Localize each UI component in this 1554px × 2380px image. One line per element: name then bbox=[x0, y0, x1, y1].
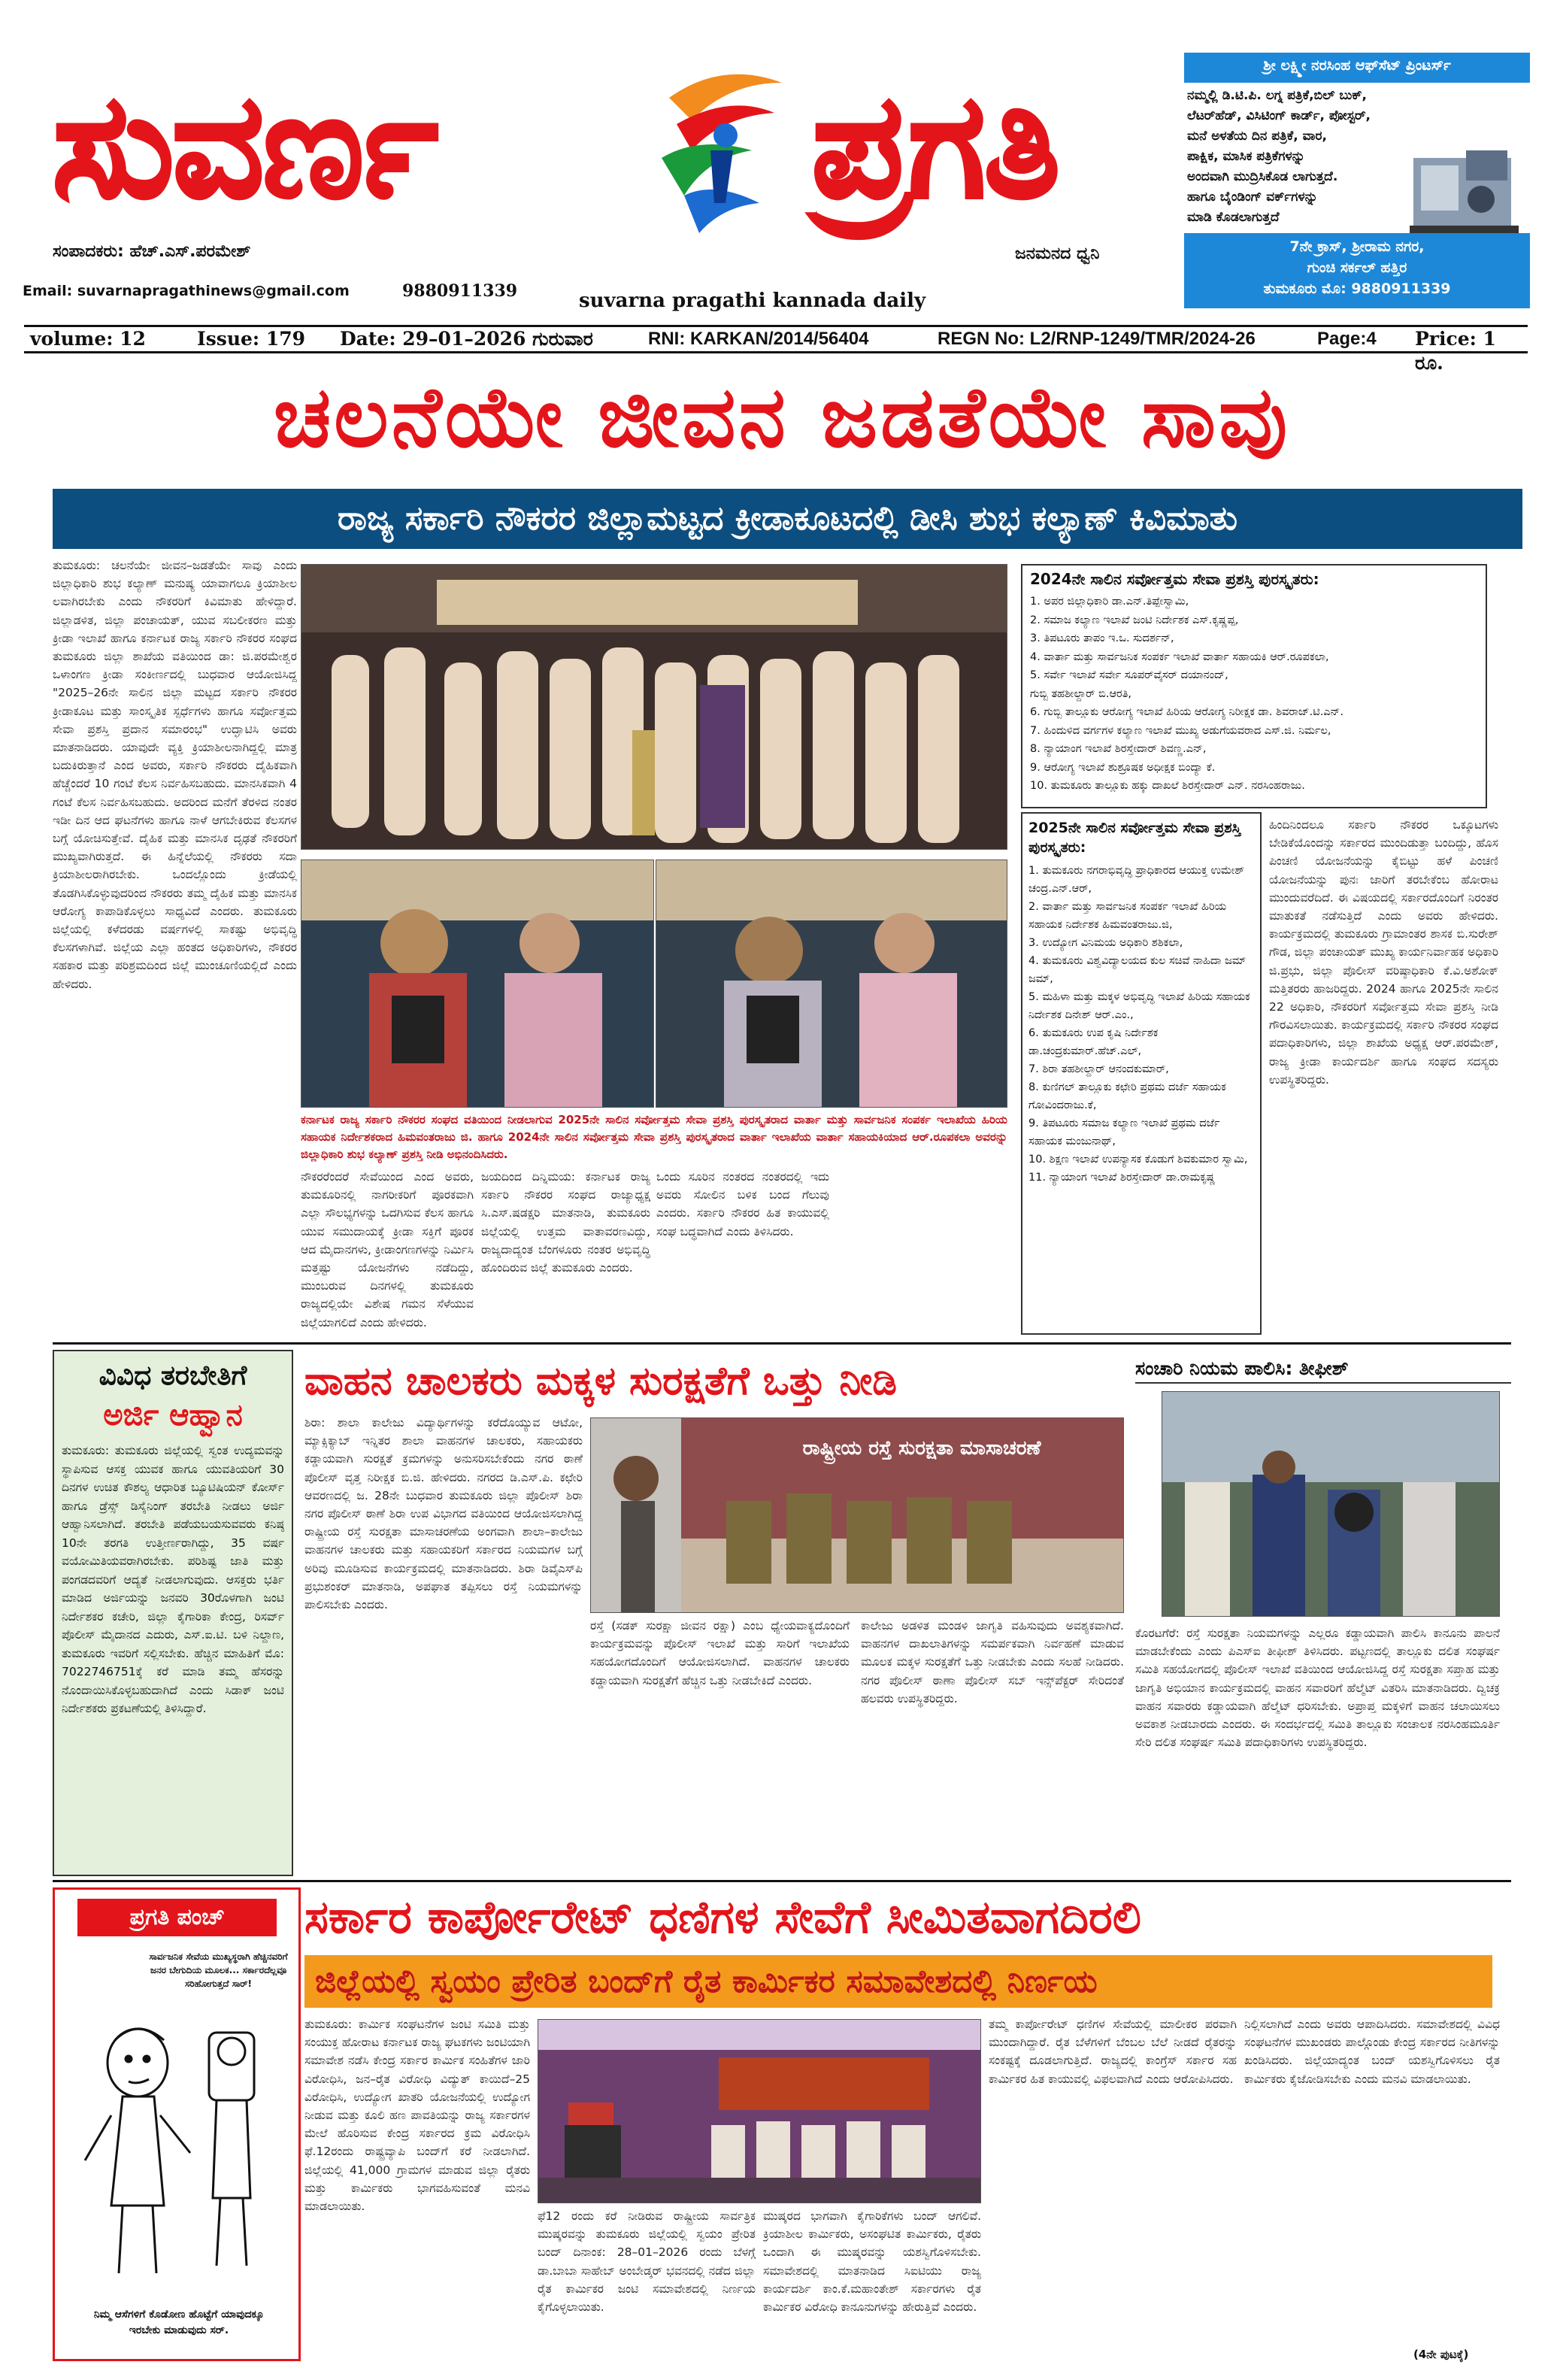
lead-body-col1: ತುಮಕೂರು: ಚಲನೆಯೇ ಜೀವನ–ಜಡತೆಯೇ ಸಾವು ಎಂದು ಜಿಲ್ಲಾಧಿಕಾರಿ ಶುಭ ಕಲ್ಯಾಣ್ ಮನುಷ್ಯ ಯಾವಾಗಲೂ ಕ್ರಿಯಾಶೀಲ ಲವಾಗಿರಬೇಕು ಎಂದು ನೌಕರರಿಗೆ ಕಿವಿಮಾತು ಹೇಳಿದ್ದಾರೆ. ಜಿಲ್ಲಾಡಳಿತ, ಜಿಲ್ಲಾ ಪಂಚಾಯತ್, ಯುವ ಸಬಲೀಕರಣ ಮತ್ತು ಕ್ರೀಡಾ ಇಲಾಖೆ ಹಾಗೂ ಕರ್ನಾಟಕ ರಾಜ್ಯ ಸರ್ಕಾರಿ ನೌಕರರ ಸಂಘದ ತುಮಕೂರು ಜಿಲ್ಲಾ ಶಾಖೆಯ ವತಿಯಿಂದ ಡಾ: ಜಿ.ಪರಮೇಶ್ವರ ಒಳಾಂಗಣ ಕ್ರೀಡಾ ಸಂಕೀರ್ಣದಲ್ಲಿ ಬುಧವಾರ ಆಯೋಜಿಸಿದ್ದ "2025–26ನೇ ಸಾಲಿನ ಜಿಲ್ಲಾ ಮಟ್ಟದ ಸರ್ಕಾರಿ ನೌಕರರ ಕ್ರೀಡಾಕೂಟ ಮತ್ತು ಸಾಂಸ್ಕೃತಿಕ ಸ್ಪರ್ಧೆಗಳು ಹಾಗೂ ಸರ್ವೋತ್ತಮ ಸೇವಾ ಪ್ರಶಸ್ತಿ ಪ್ರದಾನ ಸಮಾರಂಭ" ಉದ್ಘಾಟಿಸಿ ಅವರು ಮಾತನಾಡಿದರು. ಯಾವುದೇ ವ್ಯಕ್ತಿ ಕ್ರಿಯಾಶೀಲನಾಗಿದ್ದಲ್ಲಿ ಮಾತ್ರ ಬದುಕಿರುತ್ತಾನೆ ಎಂದ ಅವರು, ಸರ್ಕಾರಿ ನೌಕರರು ದೈಹಿಕವಾಗಿ ಹೆಚ್ಚೆಂದರೆ 10 ಗಂಟೆ ಕೆಲಸ ನಿರ್ವಹಿಸಬಹುದು. ಮಾನಸಿಕವಾಗಿ 4 ಗಂಟೆ ಕೆಲಸ ನಿರ್ವಹಿಸಬಹುದು. ಅದರಿಂದ ಮನೆಗೆ ತೆರಳಿದ ನಂತರ ಇಡೀ ದಿನ ಆದ ಘಟನೆಗಳು ಹಾಗೂ ನಾಳೆ ಆಗಬೇಕಿರುವ ಕೆಲಸಗಳ ಬಗ್ಗೆ ಯೋಚಿಸುತ್ತೇವೆ. ದೈಹಿಕ ಮತ್ತು ಮಾನಸಿಕ ದೃಢತೆ ನೌಕರರಿಗೆ ಮುಖ್ಯವಾಗಿರುತ್ತದೆ. ಈ ಹಿನ್ನೆಲೆಯಲ್ಲಿ ನೌಕರರು ಸದಾ ಕ್ರಿಯಾಶೀಲರಾಗಿರಬೇಕು. ಒಂದಲ್ಲೊಂದು ಕ್ರೀಡೆಯಲ್ಲಿ ತೊಡಗಿಸಿಕೊಳ್ಳುವುದರಿಂದ ನೌಕರರು ತಮ್ಮ ದೈಹಿಕ ಮತ್ತು ಮಾನಸಿಕ ಆರೋಗ್ಯ ಕಾಪಾಡಿಕೊಳ್ಳಲು ಸಾಧ್ಯವಿದೆ ಎಂದರು. ತುಮಕೂರು ಜಿಲ್ಲೆಯಲ್ಲಿ ಕಳೆದರಡು ವರ್ಷಗಳಲ್ಲಿ ಸಾಕಷ್ಟು ಅಭಿವೃದ್ಧಿ ಕೆಲಸಗಳಾಗಿವೆ. ಜಿಲ್ಲೆಯ ಎಲ್ಲಾ ಹಂತದ ಅಧಿಕಾರಿಗಳು, ನೌಕರರ ಸಹಕಾರ ಮತ್ತು ಪರಿಶ್ರಮದಿಂದ ಜಿಲ್ಲೆ ಮುಂಚೂಣಿಯಲ್ಲಿದೆ ಎಂದು ಹೇಳಿದರು. bbox=[53, 559, 297, 991]
page-number: Page:4 bbox=[1317, 329, 1377, 349]
address-line: ತುಮಕೂರು ಮೊ: 9880911339 bbox=[1263, 280, 1451, 297]
drivers-headline: ವಾಹನ ಚಾಲಕರು ಮಕ್ಕಳ ಸುರಕ್ಷತೆಗೆ ಒತ್ತು ನೀಡಿ bbox=[304, 1359, 898, 1404]
press-ad-line: ಅಂದವಾಗಿ ಮುದ್ರಿಸಿಕೊಡ ಲಾಗುತ್ತದೆ. bbox=[1187, 169, 1338, 184]
issue: Issue: 179 bbox=[197, 328, 306, 350]
drivers-body-col3: ಕಾಲೇಜು ಅಡಳಿತ ಮಂಡಳಿ ಜಾಗೃತಿ ವಹಿಸುವುದು ಅವಶ್ಯಕವಾಗಿದೆ. ವಾಹನಗಳ ದಾಖಲಾತಿಗಳನ್ನು ಸಮರ್ಪಕವಾಗಿ ನಿರ್ವಹಣೆ ಮಾಡುವ ಮೂಲಕ ಮಕ್ಕಳ ಸುರಕ್ಷತೆಗೆ ಒತ್ತು ನೀಡಬೇಕು ಎಂದು ಸಲಹೆ ನೀಡಿದರು. ನಗರ ಪೊಲೀಸ್ ಠಾಣಾ ಪೊಲೀಸ್ ಸಬ್ ಇನ್ಸ್‌ಪೆಕ್ಟರ್ ಸೇರಿದಂತೆ ಹಲವರು ಉಪಸ್ಥಿತರಿದ್ದರು. bbox=[861, 1619, 1124, 1705]
volume: volume: 12 bbox=[30, 328, 146, 350]
lead-photo-main bbox=[301, 564, 1007, 850]
editor-line: ಸಂಪಾದಕರು: ಹೆಚ್.ಎಸ್.ಪರಮೇಶ್ bbox=[53, 242, 251, 261]
award-recipient: 7. ಶಿರಾ ತಹಶೀಲ್ದಾರ್ ಆನಂದಕುಮಾರ್, bbox=[1028, 1063, 1169, 1075]
press-ad-line: ಪಾಕ್ಷಿಕ, ಮಾಸಿಕ ಪತ್ರಿಕೆಗಳನ್ನು bbox=[1187, 149, 1305, 164]
traffic-headline: ಸಂಚಾರಿ ನಿಯಮ ಪಾಲಿಸಿ: ತೀಫೀಶ್ bbox=[1135, 1354, 1511, 1384]
awards-2025-title: 2025ನೇ ಸಾಲಿನ ಸರ್ವೋತ್ತಮ ಸೇವಾ ಪ್ರಶಸ್ತಿ ಪುರಸ್ಕೃತರು: bbox=[1028, 820, 1241, 856]
awards-2024-list bbox=[1030, 593, 1478, 796]
corporate-signoff: (4ನೇ ಪುಟಕ್ಕೆ) bbox=[1413, 2348, 1469, 2361]
award-recipient: 5. ಸರ್ವೇ ಇಲಾಖೆ ಸರ್ವೇ ಸೂಪರ್‌ವೈಸರ್ ದಯಾನಂದ್, bbox=[1030, 669, 1228, 681]
award-recipient: 6. ಗುಬ್ಬಿ ತಾಲ್ಲೂಕು ಆರೋಗ್ಯ ಇಲಾಖೆ ಹಿರಿಯ ಆರೋಗ್ಯ ನಿರೀಕ್ಷಕ ಡಾ. ಶಿವರಾಜ್.ಟಿ.ಎನ್. bbox=[1030, 706, 1343, 718]
traffic-body: ಕೊರಟಗೆರೆ: ರಸ್ತೆ ಸುರಕ್ಷತಾ ನಿಯಮಗಳನ್ನು ಎಲ್ಲರೂ ಕಡ್ಡಾಯವಾಗಿ ಪಾಲಿಸಿ ಕಾನೂನು ಪಾಲನೆ ಮಾಡಬೇಕೆಂದು ಎಂದು ಪಿಎಸ್‌ಐ ತೀಫೀಶ್ ತಿಳಿಸಿದರು. ಪಟ್ಟಣದಲ್ಲಿ ತಾಲ್ಲೂಕು ದಲಿತ ಸಂಘರ್ಷ ಸಮಿತಿ ಸಹಯೋಗದಲ್ಲಿ ಪೊಲೀಸ್ ಇಲಾಖೆ ವತಿಯಿಂದ ಆಯೋಜಿಸಿದ್ದ ರಸ್ತೆ ಸುರಕ್ಷತಾ ಸಪ್ತಾಹ ಮತ್ತು ಜಾಗೃತಿ ಅಭಿಯಾನ ಕಾರ್ಯಕ್ರಮದಲ್ಲಿ ವಾಹನ ಸವಾರರಿಗೆ ಹೆಲ್ಮೆಟ್ ವಿತರಿಸಿ ಮಾತನಾಡಿದರು. ದ್ವಿಚಕ್ರ ವಾಹನ ಸವಾರರು ಕಡ್ಡಾಯವಾಗಿ ಹೆಲ್ಮೆಟ್ ಧರಿಸಬೇಕು. ಅಪ್ರಾಪ್ತ ಮಕ್ಕಳಿಗೆ ವಾಹನ ಚಲಾಯಿಸಲು ಅವಕಾಶ ನೀಡಬಾರದು ಎಂದರು. ಈ ಸಂದರ್ಭದಲ್ಲಿ ಸಮಿತಿ ತಾಲ್ಲೂಕು ಸಂಚಾಲಕ ನರಸಿಂಹಮೂರ್ತಿ ಸೇರಿ ದಲಿತ ಸಂಘರ್ಷ ಸಮಿತಿ ಪದಾಧಿಕಾರಿಗಳು ಉಪಸ್ಥಿತರಿದ್ದರು. bbox=[1135, 1627, 1500, 1750]
email: Email: suvarnapragathinews@gmail.com bbox=[23, 283, 350, 299]
award-recipient: ಗುಬ್ಬಿ ತಹಶೀಲ್ದಾರ್ ಬಿ.ಆರತಿ, bbox=[1030, 687, 1132, 700]
divider bbox=[53, 1880, 1511, 1882]
award-recipient: 3. ಉದ್ಯೋಗ ವಿನಿಮಯ ಅಧಿಕಾರಿ ಶಶಿಕಲಾ, bbox=[1028, 937, 1183, 949]
press-ad-line: ಮನೆ ಅಳತೆಯ ದಿನ ಪತ್ರಿಕೆ, ವಾರ, bbox=[1187, 129, 1327, 144]
press-ad-line: ನಮ್ಮಲ್ಲಿ ಡಿ.ಟಿ.ಪಿ. ಲಗ್ನ ಪತ್ರಿಕೆ,ಬಿಲ್ ಬುಕ್, bbox=[1187, 88, 1367, 103]
press-ad bbox=[1184, 53, 1530, 323]
award-recipient: 9. ಆರೋಗ್ಯ ಇಲಾಖೆ ಶುಶ್ರೂಷಕ ಅಧೀಕ್ಷಕ ಬಿಂದ್ಯಾ ಕೆ. bbox=[1030, 761, 1216, 774]
award-recipient: 4. ವಾರ್ತಾ ಮತ್ತು ಸಾರ್ವಜನಿಕ ಸಂಪರ್ಕ ಇಲಾಖೆ ವಾರ್ತಾ ಸಹಾಯಕಿ ಆರ್.ರೂಪಕಲಾ, bbox=[1030, 650, 1329, 663]
punch-box bbox=[53, 1887, 301, 2361]
masthead-title-right: ಪ್ರಗತಿ bbox=[812, 63, 1059, 229]
lead-body-col2: ನೌಕರರೆಂದರೆ ಸೇವೆಯಿಂದ ಎಂದ ಅವರು, ತುಮಕೂರಿನಲ್ಲಿ ನಾಗರೀಕರಿಗೆ ಪೂರಕವಾಗಿ ಎಲ್ಲಾ ಸೌಲಭ್ಯಗಳನ್ನು ಒದಗಿಸುವ ಕೆಲಸ ಹಾಗೂ ಯುವ ಸಮುದಾಯಕ್ಕೆ ಕ್ರೀಡಾ ಸಕ್ತಿಗೆ ಪೂರಕ ಆದ ಮೈದಾನಗಳು, ಕ್ರೀಡಾಂಗಣಗಳನ್ನು ನಿರ್ಮಿಸಿ ಮತ್ತಷ್ಟು ಯೋಜನೆಗಳು ನಡೆದಿದ್ದು, ಮುಂಬರುವ ದಿನಗಳಲ್ಲಿ ತುಮಕೂರು ರಾಜ್ಯದಲ್ಲಿಯೇ ವಿಶೇಷ ಗಮನ ಸೆಳೆಯುವ ಜಿಲ್ಲೆಯಾಗಲಿದೆ ಎಂದು ಹೇಳಿದರು. bbox=[301, 1170, 474, 1329]
english-name: suvarna pragathi kannada daily bbox=[579, 290, 926, 312]
award-recipient: 3. ತಿಪಟೂರು ತಾಪಂ ಇ.ಒ. ಸುದರ್ಶನ್, bbox=[1030, 632, 1174, 644]
training-body: ತುಮಕೂರು: ತುಮಕೂರು ಜಿಲ್ಲೆಯಲ್ಲಿ ಸ್ವಂತ ಉದ್ಯಮವನ್ನು ಸ್ಥಾಪಿಸುವ ಆಸಕ್ತ ಯುವಕ ಹಾಗೂ ಯುವತಿಯರಿಗೆ 30 ದಿನಗಳ ಉಚಿತ ಕೌಶಲ್ಯ ಆಧಾರಿತ ಬ್ಯೂಟಿಷಿಯನ್ ಕೋರ್ಸ್ ಹಾಗೂ ಡ್ರೆಸ್ಸ್ ಡಿಸೈನಿಂಗ್ ತರಬೇತಿ ನೀಡಲು ಅರ್ಜಿ ಆಹ್ವಾನಿಸಲಾಗಿದೆ. ತರಬೇತಿ ಪಡೆಯಬಯಸುವವರು ಕನಿಷ್ಠ 10ನೇ ತರಗತಿ ಉತ್ತೀರ್ಣರಾಗಿದ್ದು, 35 ವರ್ಷ ವಯೋಮಿತಿಯವರಾಗಿರಬೇಕು. ಪರಿಶಿಷ್ಟ ಜಾತಿ ಮತ್ತು ಪಂಗಡದವರಿಗೆ ಆದ್ಯತೆ ನೀಡಲಾಗುವುದು. ಆಸಕ್ತರು ಭರ್ತಿ ಮಾಡಿದ ಅರ್ಜಿಯನ್ನು ಜನವರಿ 30ರೊಳಗಾಗಿ ಜಂಟಿ ನಿರ್ದೇಶಕರ ಕಚೇರಿ, ಜಿಲ್ಲಾ ಕೈಗಾರಿಕಾ ಕೇಂದ್ರ, ರಿಸರ್ವ್ ಪೊಲೀಸ್ ಮೈದಾನದ ಎದುರು, ಎಸ್.ಐ.ಟಿ. ಬಳಿ ನಿಲ್ದಾಣ, ತುಮಕೂರು ಇವರಿಗೆ ಸಲ್ಲಿಸಬೇಕು. ಹೆಚ್ಚಿನ ಮಾಹಿತಿಗೆ ಮೊ: 7022746751ಕ್ಕೆ ಕರೆ ಮಾಡಿ ತಮ್ಮ ಹೆಸರನ್ನು ನೊಂದಾಯಿಸಿಕೊಳ್ಳಬಹುದಾಗಿದೆ ಎಂದು ಸಿಡಾಕ್ ಜಂಟಿ ನಿರ್ದೇಶಕರು ಪ್ರಕಟಣೆಯಲ್ಲಿ ತಿಳಿಸಿದ್ದಾರೆ. bbox=[62, 1444, 284, 1715]
logo-emblem bbox=[639, 53, 789, 241]
training-title2: ಅರ್ಜಿ ಆಹ್ವಾನ bbox=[103, 1398, 243, 1433]
price: Price: 1 ರೂ. bbox=[1415, 328, 1496, 374]
award-recipient: 5. ಮಹಿಳಾ ಮತ್ತು ಮಕ್ಕಳ ಅಭಿವೃದ್ಧಿ ಇಲಾಖೆ ಹಿರಿಯ ಸಹಾಯಕ ನಿರ್ದೇಶಕ ದಿನೇಶ್ ಆರ್.ಎಂ., bbox=[1028, 991, 1250, 1021]
corporate-body-col5: ನಿಲ್ಲಿಸಲಾಗಿದೆ ಎಂದು ಅವರು ಆಪಾದಿಸಿದರು. ಸಮಾವೇಶದಲ್ಲಿ ವಿವಿಧ ಸಂಘಟನೆಗಳ ಮುಖಂಡರು ಪಾಲ್ಗೊಂಡು ಕೇಂದ್ರ ಸರ್ಕಾರದ ನೀತಿಗಳನ್ನು ಖಂಡಿಸಿದರು. ಜಿಲ್ಲೆಯಾದ್ಯಂತ ಬಂದ್ ಯಶಸ್ವಿಗೊಳಿಸಲು ರೈತ ಕಾರ್ಮಿಕರು ಕೈಜೋಡಿಸಬೇಕು ಎಂದು ಮನವಿ ಮಾಡಲಾಯಿತು. bbox=[1244, 2018, 1500, 2086]
date: Date: 29–01–2026 ಗುರುವಾರ bbox=[340, 328, 593, 350]
corporate-body-col1: ತುಮಕೂರು: ಕಾರ್ಮಿಕ ಸಂಘಟನೆಗಳ ಜಂಟಿ ಸಮಿತಿ ಮತ್ತು ಸಂಯುಕ್ತ ಹೋರಾಟ ಕರ್ನಾಟಕ ರಾಜ್ಯ ಘಟಕಗಳು ಜಂಟಿಯಾಗಿ ಸಮಾವೇಶ ನಡೆಸಿ ಕೇಂದ್ರ ಸರ್ಕಾರ ಕಾರ್ಮಿಕ ಸಂಹಿತೆಗಳ ಜಾರಿ ವಿರೋಧಿಸಿ, ಜನ–ರೈತ ವಿರೋಧಿ ವಿದ್ಯುತ್ ಕಾಯಿದೆ–25 ವಿರೋಧಿಸಿ, ಉದ್ಯೋಗ ಖಾತರಿ ಯೋಜನೆಯಲ್ಲಿ ಉದ್ಯೋಗ ನೀಡುವ ಮತ್ತು ಕೂಲಿ ಹಣ ಪಾವತಿಯನ್ನು ರಾಜ್ಯ ಸರ್ಕಾರಗಳ ಮೇಲೆ ಹೊರಿಸುವ ಕೇಂದ್ರ ಸರ್ಕಾರದ ಕ್ರಮ ವಿರೋಧಿಸಿ ಫೆ.12ರಂದು ರಾಷ್ಟ್ರವ್ಯಾಪಿ ಬಂದ್‌ಗೆ ಕರೆ ನೀಡಲಾಗಿದೆ. ಜಿಲ್ಲೆಯಲ್ಲಿ 41,000 ಗ್ರಾಮಗಳ ಮಾಡುವ ಜಿಲ್ಲಾ ರೈತರು ಮತ್ತು ಕಾರ್ಮಿಕರು ಭಾಗವಹಿಸುವಂತೆ ಮನವಿ ಮಾಡಲಾಯಿತು. bbox=[304, 2018, 530, 2214]
award-photo-right bbox=[656, 860, 1007, 1108]
punch-caption-top: ಸಾರ್ವಜನಿಕ ಸೇವೆಯ ಮುಖ್ಯಸ್ಥರಾಗಿ ಹೆಚ್ಚಿನವರಿಗೆ ಜನರ ಬೇಗುದಿಯ ಮೂಲಕ... ಸರ್ಕಾರದೆಲ್ಲವೂ ಸರಿಹೋಗುತ್ತದೆ ಸಾರ್! bbox=[149, 1951, 288, 1989]
training-box bbox=[53, 1350, 293, 1876]
lead-photo-caption: ಕರ್ನಾಟಕ ರಾಜ್ಯ ಸರ್ಕಾರಿ ನೌಕರರ ಸಂಘದ ವತಿಯಿಂದ ನೀಡಲಾಗುವ 2025ನೇ ಸಾಲಿನ ಸರ್ವೋತ್ತಮ ಸೇವಾ ಪ್ರಶಸ್ತಿ ಪುರಸ್ಕೃತರಾದ ವಾರ್ತಾ ಮತ್ತು ಸಾರ್ವಜನಿಕ ಸಂಪರ್ಕ ಇಲಾಖೆಯ ಹಿರಿಯ ಸಹಾಯಕ ನಿರ್ದೇಶಕರಾದ ಹಿಮವಂತರಾಜು ಜಿ. ಹಾಗೂ 2024ನೇ ಸಾಲಿನ ಸರ್ವೋತ್ತಮ ಸೇವಾ ಪ್ರಶಸ್ತಿ ಪುರಸ್ಕೃತರಾದ ವಾರ್ತಾ ಇಲಾಖೆಯ ವಾರ್ತಾ ಸಹಾಯಕಿಯಾದ ಆರ್.ರೂಪಕಲಾ ಅವರನ್ನು ಜಿಲ್ಲಾಧಿಕಾರಿ ಶುಭ ಕಲ್ಯಾಣ್ ಪ್ರಶಸ್ತಿ ನೀಡಿ ಅಭಿನಂದಿಸಿದರು. bbox=[301, 1113, 1007, 1161]
awards-2024-title: 2024ನೇ ಸಾಲಿನ ಸರ್ವೋತ್ತಮ ಸೇವಾ ಪ್ರಶಸ್ತಿ ಪುರಸ್ಕೃತರು: bbox=[1030, 570, 1319, 588]
press-ad-body bbox=[1184, 83, 1530, 233]
award-recipient: 1. ತುಮಕೂರು ನಗರಾಭಿವೃದ್ಧಿ ಪ್ರಾಧಿಕಾರದ ಆಯುಕ್ತ ಉಮೇಶ್ ಚಂದ್ರ.ಎನ್.ಆರ್, bbox=[1028, 865, 1245, 895]
printing-machine-image bbox=[1406, 128, 1522, 244]
lead-subhead: ರಾಜ್ಯ ಸರ್ಕಾರಿ ನೌಕರರ ಜಿಲ್ಲಾಮಟ್ಟದ ಕ್ರೀಡಾಕೂಟದಲ್ಲಿ ಡೀಸಿ ಶುಭ ಕಲ್ಯಾಣ್ ಕಿವಿಮಾತು bbox=[53, 489, 1522, 549]
drivers-photo bbox=[590, 1417, 1124, 1613]
award-recipient: 1. ಅಪರ ಜಿಲ್ಲಾಧಿಕಾರಿ ಡಾ.ಎನ್.ತಿಪ್ಪೇಸ್ವಾಮಿ, bbox=[1030, 596, 1189, 608]
drivers-banner-text: ರಾಷ್ಟ್ರೀಯ ರಸ್ತೆ ಸುರಕ್ಷತಾ ಮಾಸಾಚರಣೆ bbox=[802, 1437, 1041, 1460]
award-recipient: 2. ವಾರ್ತಾ ಮತ್ತು ಸಾರ್ವಜನಿಕ ಸಂಪರ್ಕ ಇಲಾಖೆ ಹಿರಿಯ ಸಹಾಯಕ ನಿರ್ದೇಶಕ ಹಿಮವಂತರಾಜು.ಜಿ, bbox=[1028, 901, 1227, 931]
award-recipient: 2. ಸಮಾಜ ಕಲ್ಯಾಣ ಇಲಾಖೆ ಜಂಟಿ ನಿರ್ದೇಶಕ ಎಸ್.ಕೃಷ್ಣಪ್ಪ, bbox=[1030, 614, 1239, 626]
award-recipient: 8. ನ್ಯಾಯಾಂಗ ಇಲಾಖೆ ಶಿರಸ್ತೇದಾರ್ ಶಿವಣ್ಣ.ಎನ್, bbox=[1030, 743, 1207, 755]
lead-body-col3: ಜಯದಿಂದ ದಿನ್ನಿಮಯ: ಕರ್ನಾಟಕ ರಾಜ್ಯ ಸರ್ಕಾರಿ ನೌಕರರ ಸಂಘದ ರಾಜ್ಯಾಧ್ಯಕ್ಷ ಸಿ.ಎಸ್.ಷಡಕ್ಷರಿ ಮಾತನಾಡಿ, ತುಮಕೂರು ಜಿಲ್ಲೆಯಲ್ಲಿ ಉತ್ತಮ ವಾತಾವರಣವಿದ್ದು, ರಾಜ್ಯದಾದ್ಯಂತ ಬೆಂಗಳೂರು ನಂತರ ಅಭಿವೃದ್ಧಿ ಹೊಂದಿರುವ ಜಿಲ್ಲೆ ತುಮಕೂರು ಎಂದರು. bbox=[481, 1170, 650, 1275]
drivers-body-col1: ಶಿರಾ: ಶಾಲಾ ಕಾಲೇಜು ವಿದ್ಯಾರ್ಥಿಗಳನ್ನು ಕರೆದೊಯ್ಯುವ ಆಟೋ, ಮ್ಯಾಕ್ಸಿಕ್ಯಾಬ್ ಇನ್ನಿತರ ಶಾಲಾ ವಾಹನಗಳ ಚಾಲಕರು, ಸಹಾಯಕರು ಕಡ್ಡಾಯವಾಗಿ ಸುರಕ್ಷತೆ ಕ್ರಮಗಳನ್ನು ಅನುಸರಿಸಬೇಕೆಂದು ನಗರ ಠಾಣೆ ಪೊಲೀಸ್ ವೃತ್ತ ನಿರೀಕ್ಷಕ ಬಿ.ಜಿ. ಹೇಳಿದರು. ನಗರದ ಡಿ.ಎಸ್.ಪಿ. ಕಛೇರಿ ಆವರಣದಲ್ಲಿ ಜ. 28ನೇ ಬುಧವಾರ ತುಮಕೂರು ಜಿಲ್ಲಾ ಪೊಲೀಸ್ ಶಿರಾ ನಗರ ಪೊಲೀಸ್ ಠಾಣೆ ಶಿರಾ ಉಪ ವಿಭಾಗದ ವತಿಯಿಂದ ಆಯೋಜಿಸಲಾಗಿದ್ದ ರಾಷ್ಟ್ರೀಯ ರಸ್ತೆ ಸುರಕ್ಷತಾ ಮಾಸಾಚರಣೆಯ ಅಂಗವಾಗಿ ಶಾಲಾ–ಕಾಲೇಜು ವಾಹನಗಳ ಚಾಲಕರು ಮತ್ತು ಸಹಾಯಕರಿಗೆ ಸರ್ಕಾರದ ನಿಯಮಗಳ ಬಗ್ಗೆ ಅರಿವು ಮೂಡಿಸುವ ಕಾರ್ಯಕ್ರಮದಲ್ಲಿ ಮಾತನಾಡಿದರು. ಶಿರಾ ಡಿವೈಎಸ್‌ಪಿ ಪ್ರಭುಶಂಕರ್ ಮಾತನಾಡಿ, ಅಪಘಾತ ತಪ್ಪಿಸಲು ರಸ್ತೆ ನಿಯಮಗಳನ್ನು ಪಾಲಿಸಬೇಕು ಎಂದರು. bbox=[304, 1416, 583, 1612]
phone: 9880911339 bbox=[402, 281, 518, 301]
punch-caption-bottom: ನಿಮ್ಮ ಆಸೆಗಳಿಗೆ ಕೊಡೋಣ ಹೊಟ್ಟೆಗೆ ಯಾವುದಕ್ಕೂ ಇರಬೇಕು ಮಾಡುವುದು ಸರ್. bbox=[93, 2309, 265, 2336]
award-recipient: 10. ತುಮಕೂರು ತಾಲ್ಲೂಕು ಹಕ್ಕು ದಾಖಲೆ ಶಿರಸ್ತೇದಾರ್ ಎನ್. ನರಸಿಂಹರಾಜು. bbox=[1030, 780, 1305, 792]
lead-body-col4: ಒಂದು ಸೂರಿನ ನಂತರದ ನಂತರದಲ್ಲಿ ಇದು ಅವರು ಸೋಲಿನ ಬಳಿಕ ಬಂದ ಗೆಲುವು ಎಂದರು. ಸರ್ಕಾರಿ ನೌಕರರ ಹಿತ ಕಾಯುವಲ್ಲಿ ಸಂಘ ಬದ್ಧವಾಗಿದೆ ಎಂದು ತಿಳಿಸಿದರು. bbox=[656, 1170, 829, 1239]
divider bbox=[53, 1342, 1511, 1345]
corporate-subhead: ಜಿಲ್ಲೆಯಲ್ಲಿ ಸ್ವಯಂ ಪ್ರೇರಿತ ಬಂದ್‌ಗೆ ರೈತ ಕಾರ್ಮಿಕರ ಸಮಾವೇಶದಲ್ಲಿ ನಿರ್ಣಯ bbox=[304, 1955, 1492, 2008]
traffic-photo bbox=[1162, 1391, 1500, 1617]
cartoon-drawing bbox=[70, 2010, 288, 2296]
press-ad-title: ಶ್ರೀ ಲಕ್ಷ್ಮೀ ನರಸಿಂಹ ಆಫ್‌ಸೆಟ್ ಪ್ರಿಂಟರ್ಸ್ bbox=[1184, 53, 1530, 83]
award-recipient: 4. ತುಮಕೂರು ವಿಶ್ವವಿದ್ಯಾಲಯದ ಕುಲ ಸಚಿವೆ ನಾಹಿದಾ ಜಮ್ ಜಮ್, bbox=[1028, 955, 1247, 985]
regn: REGN No: L2/RNP-1249/TMR/2024-26 bbox=[938, 329, 1256, 349]
tagline: ಜನಮನದ ಧ್ವನಿ bbox=[1015, 244, 1100, 263]
corporate-body-col4: ತಮ್ಮ ಕಾರ್ಪೋರೇಟ್ ಧಣಿಗಳ ಸೇವೆಯಲ್ಲಿ ಮಾಲೀಕರ ಪರವಾಗಿ ಮುಂದಾಗಿದ್ದಾರೆ. ರೈತ ಬೆಳೆಗಳಿಗೆ ಬೆಂಬಲ ಬೆಲೆ ನೀಡದೆ ರೈತರನ್ನು ಸಂಕಷ್ಟಕ್ಕೆ ದೂಡಲಾಗುತ್ತಿದೆ. ರಾಜ್ಯದಲ್ಲಿ ಕಾಂಗ್ರೆಸ್ ಸರ್ಕಾರ ಸಹ ಕಾರ್ಮಿಕರ ಹಿತ ಕಾಯುವಲ್ಲಿ ವಿಫಲವಾಗಿದೆ ಎಂದು ಆರೋಪಿಸಿದರು. bbox=[989, 2018, 1237, 2086]
award-recipient: 6. ತುಮಕೂರು ಉಪ ಕೃಷಿ ನಿರ್ದೇಶಕ ಡಾ.ಚಂದ್ರಕುಮಾರ್.ಹೆಚ್.ಎಲ್, bbox=[1028, 1027, 1159, 1057]
address-line: ಗುಂಚಿ ಸರ್ಕಲ್ ಹತ್ತಿರ bbox=[1307, 259, 1407, 276]
drivers-body-col2: ರಸ್ತೆ (ಸಡಕ್ ಸುರಕ್ಷಾ ಜೀವನ ರಕ್ಷಾ) ಎಂಬ ಧ್ಯೇಯವಾಕ್ಯದೊಂದಿಗೆ ಕಾರ್ಯಕ್ರಮವನ್ನು ಪೊಲೀಸ್ ಇಲಾಖೆ ಮತ್ತು ಸಾರಿಗೆ ಇಲಾಖೆಯ ಸಹಯೋಗದೊಂದಿಗೆ ಆಯೋಜಿಸಲಾಗಿದೆ. ವಾಹನಗಳ ಚಾಲಕರು ಕಡ್ಡಾಯವಾಗಿ ಸುರಕ್ಷತೆಗೆ ಹೆಚ್ಚಿನ ಒತ್ತು ನೀಡಬೇಕಿದೆ ಎಂದರು. bbox=[590, 1619, 850, 1687]
press-ad-line: ಹಾಗೂ ಬೈಂಡಿಂಗ್ ವರ್ಕ್‌ಗಳನ್ನು bbox=[1187, 189, 1318, 205]
lead-headline: ಚಲನೆಯೇ ಜೀವನ ಜಡತೆಯೇ ಸಾವು bbox=[273, 368, 1291, 466]
corporate-body-col3: ಮುಷ್ಕರದ ಭಾಗವಾಗಿ ಕೈಗಾರಿಕೆಗಳು ಬಂದ್ ಆಗಲಿವೆ. ಕ್ರಿಯಾಶೀಲ ಕಾರ್ಮಿಕರು, ಅಸಂಘಟಿತ ಕಾರ್ಮಿಕರು, ರೈತರು ಒಂದಾಗಿ ಈ ಮುಷ್ಕರವನ್ನು ಯಶಸ್ವಿಗೊಳಿಸಬೇಕು. ಸಮಾವೇಶದಲ್ಲಿ ಮಾತನಾಡಿದ ಸಿಐಟಿಯು ರಾಜ್ಯ ಕಾರ್ಯದರ್ಶಿ ಕಾಂ.ಕೆ.ಮಹಾಂತೇಶ್ ಸರ್ಕಾರಗಳು ರೈತ ಕಾರ್ಮಿಕರ ವಿರೋಧಿ ಕಾನೂನುಗಳನ್ನು ಹೇರುತ್ತಿವೆ ಎಂದರು. bbox=[763, 2209, 981, 2315]
award-photo-left bbox=[301, 860, 654, 1108]
press-ad-line: ಲೆಟರ್‌ಹೆಡ್, ವಿಸಿಟಿಂಗ್ ಕಾರ್ಡ್, ಪೋಸ್ಟರ್, bbox=[1187, 108, 1371, 123]
rni: RNI: KARKAN/2014/56404 bbox=[648, 329, 869, 349]
award-recipient: 10. ಶಿಕ್ಷಣ ಇಲಾಖೆ ಉಪನ್ಯಾಸಕ ಕೊಡುಗೆ ಶಿವಕುಮಾರ ಸ್ವಾಮಿ, bbox=[1028, 1154, 1248, 1166]
award-recipient: 11. ನ್ಯಾಯಾಂಗ ಇಲಾಖೆ ಶಿರಸ್ತೇದಾರ್ ಡಾ.ರಾಮಕೃಷ್ಣ bbox=[1028, 1172, 1216, 1184]
address-line: 7ನೇ ಕ್ರಾಸ್, ಶ್ರೀರಾಮ ನಗರ, bbox=[1289, 238, 1425, 255]
corporate-photo bbox=[538, 2019, 981, 2203]
award-recipient: 9. ತಿಪಟೂರು ಸಮಾಜ ಕಲ್ಯಾಣ ಇಲಾಖೆ ಪ್ರಥಮ ದರ್ಜೆ ಸಹಾಯಕ ಮಂಜುನಾಥ್, bbox=[1028, 1117, 1220, 1148]
award-recipient: 7. ಹಿಂದುಳಿದ ವರ್ಗಗಳ ಕಲ್ಯಾಣ ಇಲಾಖೆ ಮುಖ್ಯ ಅಡುಗೆಯವರಾದ ಎಸ್.ಜಿ. ನಿರ್ಮಲ, bbox=[1030, 724, 1331, 737]
awards-2024-box bbox=[1021, 564, 1487, 808]
corporate-body-col2: ಫೆ12 ರಂದು ಕರೆ ನೀಡಿರುವ ರಾಷ್ಟ್ರೀಯ ಸಾರ್ವತ್ರಿಕ ಮುಷ್ಕರವನ್ನು ತುಮಕೂರು ಜಿಲ್ಲೆಯಲ್ಲಿ ಸ್ವಯಂ ಪ್ರೇರಿತ ಬಂದ್ ದಿನಾಂಕ: 28–01–2026 ರಂದು ಬೆಳಗ್ಗೆ ಡಾ.ಬಾಬಾ ಸಾಹೇಬ್ ಅಂಬೇಡ್ಕರ್ ಭವನದಲ್ಲಿ ನಡೆದ ಜಿಲ್ಲಾ ರೈತ ಕಾರ್ಮಿಕರ ಜಂಟಿ ಸಮಾವೇಶದಲ್ಲಿ ನಿರ್ಣಯ ಕೈಗೊಳ್ಳಲಾಯಿತು. bbox=[538, 2209, 756, 2315]
award-recipient: 8. ಕುಣಿಗಲ್ ತಾಲ್ಲೂಕು ಕಛೇರಿ ಪ್ರಥಮ ದರ್ಜೆ ಸಹಾಯಕ ಗೋವಿಂದರಾಜು.ಕೆ, bbox=[1028, 1081, 1226, 1111]
masthead-title-left: ಸುವರ್ಣ bbox=[53, 63, 437, 229]
press-ad-line: ಮಾಡಿ ಕೊಡಲಾಗುತ್ತದೆ bbox=[1187, 210, 1280, 225]
awards-2025-box bbox=[1021, 812, 1262, 1335]
corporate-headline: ಸರ್ಕಾರ ಕಾರ್ಪೋರೇಟ್ ಧಣಿಗಳ ಸೇವೆಗೆ ಸೀಮಿತವಾಗದಿರಲಿ bbox=[304, 1891, 1141, 1944]
punch-title: ಪ್ರಗತಿ ಪಂಚ್ bbox=[77, 1899, 277, 1936]
dateline-bar bbox=[24, 325, 1528, 374]
awards-2025-list bbox=[1028, 862, 1254, 1187]
lead-body-right: ಹಿಂದಿನಿಂದಲೂ ಸರ್ಕಾರಿ ನೌಕರರ ಒಕ್ಕೂಟಗಳು ಬೇಡಿಕೆಯೊಂದನ್ನು ಸರ್ಕಾರದ ಮುಂದಿಡುತ್ತಾ ಬಂದಿದ್ದು, ಹೊಸ ಪಿಂಚಣಿ ಯೋಜನೆಯನ್ನು ಕೈಬಿಟ್ಟು ಹಳೆ ಪಿಂಚಣಿ ಯೋಜನೆಯನ್ನು ಪುನಃ ಜಾರಿಗೆ ತರಬೇಕೆಂಬ ಹೋರಾಟ ಮುಂದುವರೆದಿದೆ. ಈ ವಿಷಯದಲ್ಲಿ ಸರ್ಕಾರದೊಂದಿಗೆ ನಿರಂತರ ಮಾತುಕತೆ ನಡೆಸುತ್ತಿದೆ ಎಂದು ಅವರು ಹೇಳಿದರು. ಕಾರ್ಯಕ್ರಮದಲ್ಲಿ ತುಮಕೂರು ಗ್ರಾಮಾಂತರ ಶಾಸಕ ಬಿ.ಸುರೇಶ್ ಗೌಡ, ಜಿಲ್ಲಾ ಪಂಚಾಯತ್ ಮುಖ್ಯ ಕಾರ್ಯನಿರ್ವಾಹಕ ಅಧಿಕಾರಿ ಜಿ.ಪ್ರಭು, ಜಿಲ್ಲಾ ಪೊಲೀಸ್ ವರಿಷ್ಠಾಧಿಕಾರಿ ಕೆ.ವಿ.ಅಶೋಕ್ ಮತ್ತಿತರರು ಹಾಜರಿದ್ದರು. 2024 ಹಾಗೂ 2025ನೇ ಸಾಲಿನ 22 ಅಧಿಕಾರಿ, ನೌಕರರಿಗೆ ಸರ್ವೋತ್ತಮ ಸೇವಾ ಪ್ರಶಸ್ತಿ ನೀಡಿ ಗೌರವಿಸಲಾಯಿತು. ಕಾರ್ಯಕ್ರಮದಲ್ಲಿ ಸರ್ಕಾರಿ ನೌಕರರ ಸಂಘದ ಪದಾಧಿಕಾರಿಗಳು, ಜಿಲ್ಲಾ ಶಾಖೆಯ ಅಧ್ಯಕ್ಷ ಆರ್.ಪರಮೇಶ್, ರಾಜ್ಯ ಕ್ರೀಡಾ ಕಾರ್ಯದರ್ಶಿ ಹಾಗೂ ಸಂಘದ ಸದಸ್ಯರು ಉಪಸ್ಥಿತರಿದ್ದರು. bbox=[1269, 818, 1498, 1087]
training-title1: ವಿವಿಧ ತರಬೇತಿಗೆ bbox=[98, 1360, 247, 1391]
